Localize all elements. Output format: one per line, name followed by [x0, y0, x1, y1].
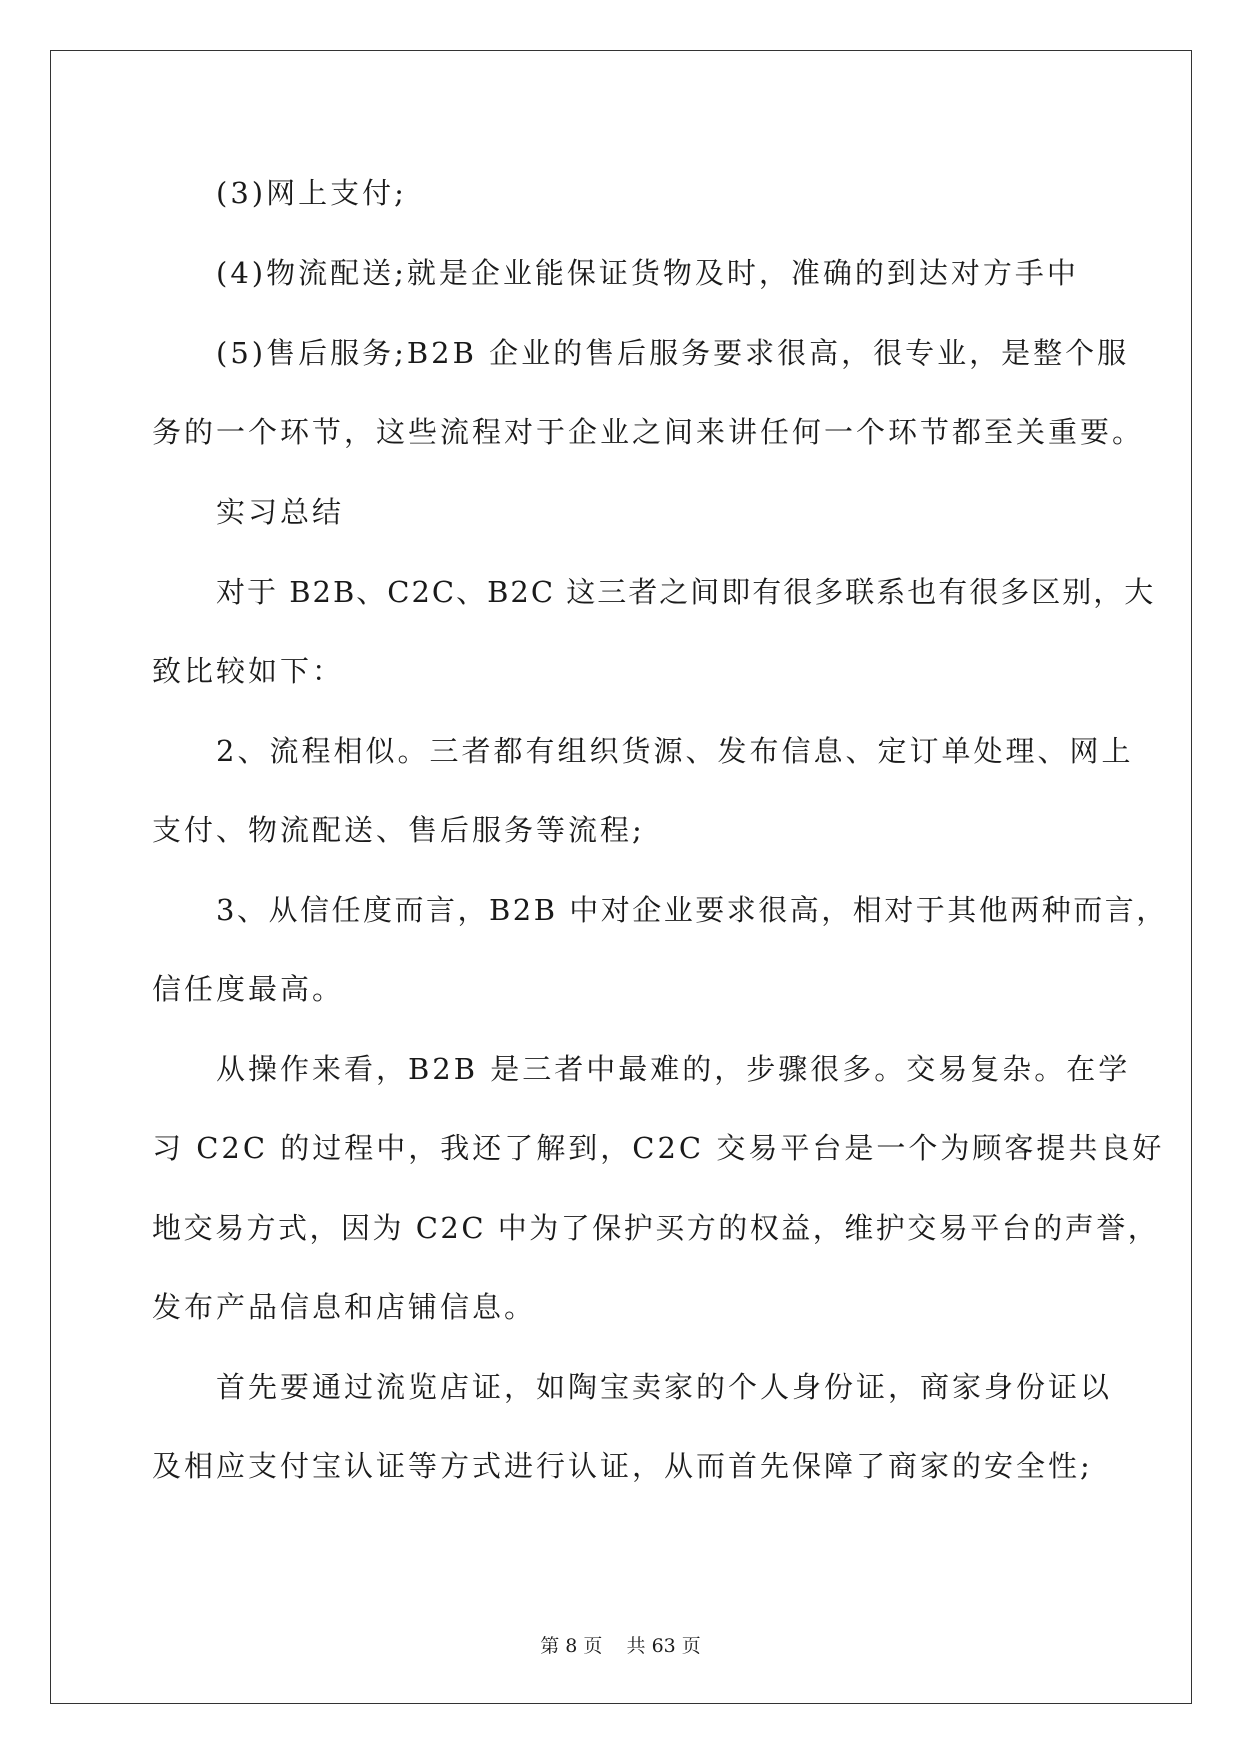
- text-line: 务的一个环节，这些流程对于企业之间来讲任何一个环节都至关重要。: [152, 415, 1145, 449]
- text-line: 首先要通过流览店证，如陶宝卖家的个人身份证，商家身份证以: [216, 1370, 1113, 1404]
- text-line: 信任度最高。: [152, 972, 345, 1006]
- page-number-footer: 第 8 页 共 63 页: [540, 1635, 701, 1657]
- text-line: 对于 B2B、C2C、B2C 这三者之间即有很多联系也有很多区别，大: [216, 575, 1156, 609]
- text-line: 发布产品信息和店铺信息。: [152, 1290, 537, 1324]
- text-line: (3)网上支付;: [216, 176, 407, 210]
- text-line: 及相应支付宝认证等方式进行认证，从而首先保障了商家的安全性;: [152, 1449, 1093, 1483]
- text-line: 支付、物流配送、售后服务等流程;: [152, 813, 645, 847]
- text-line: 地交易方式，因为 C2C 中为了保护买方的权益，维护交易平台的声誉，: [152, 1211, 1160, 1245]
- text-line: 3、从信任度而言，B2B 中对企业要求很高，相对于其他两种而言，: [216, 893, 1168, 927]
- text-line: (4)物流配送;就是企业能保证货物及时，准确的到达对方手中: [216, 256, 1079, 290]
- text-line: 习 C2C 的过程中，我还了解到，C2C 交易平台是一个为顾客提共良好: [152, 1131, 1165, 1165]
- text-line: (5)售后服务;B2B 企业的售后服务要求很高，很专业，是整个服: [216, 336, 1130, 370]
- text-line: 2、流程相似。三者都有组织货源、发布信息、定订单处理、网上: [216, 734, 1134, 768]
- text-line: 从操作来看，B2B 是三者中最难的，步骤很多。交易复杂。在学: [216, 1052, 1131, 1086]
- text-line: 致比较如下：: [152, 654, 345, 688]
- section-heading: 实习总结: [216, 495, 345, 529]
